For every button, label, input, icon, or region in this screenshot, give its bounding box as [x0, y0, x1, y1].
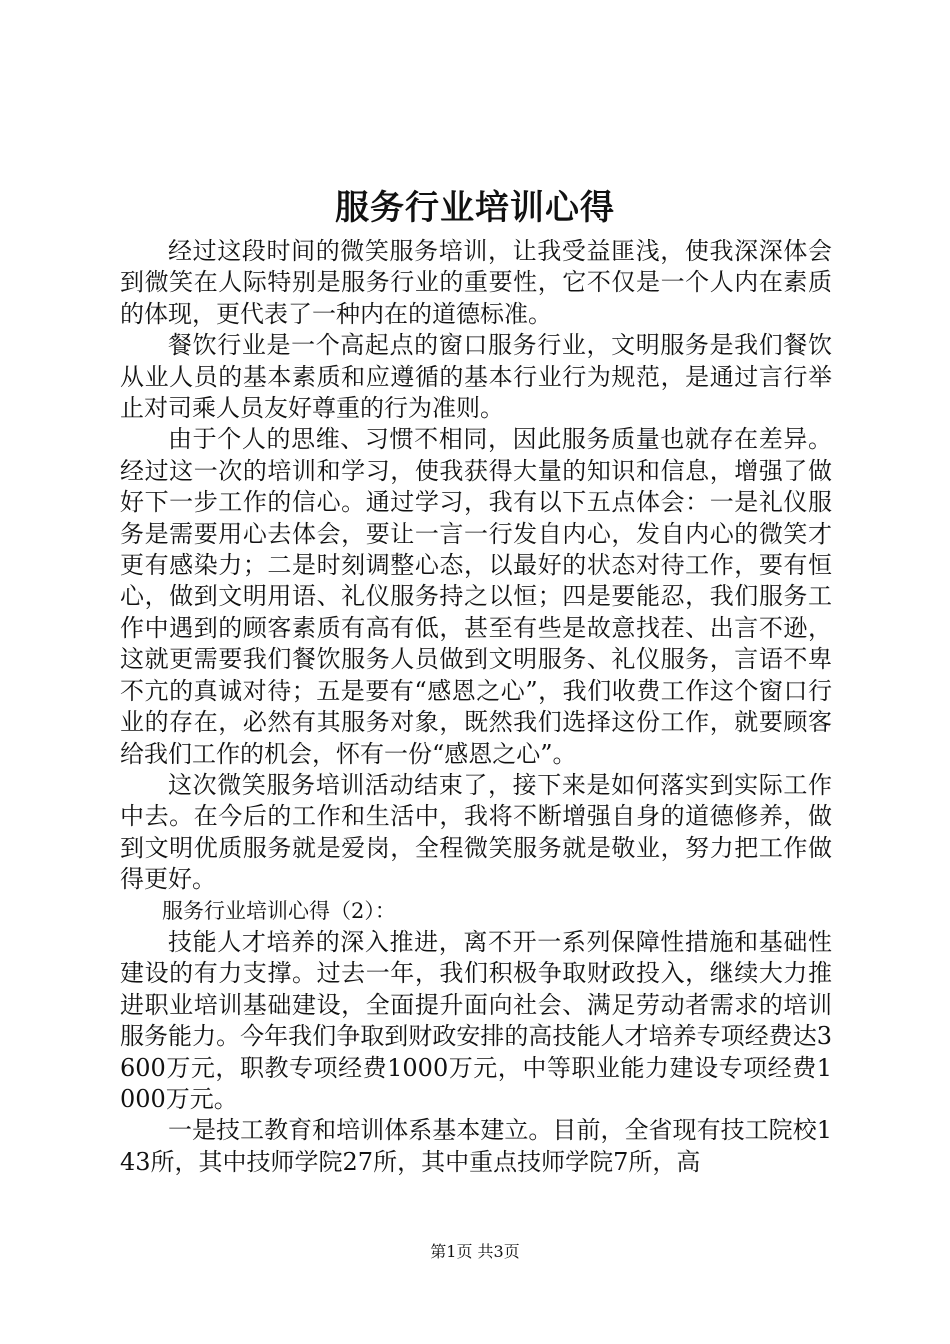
document-body: [120, 236, 832, 1178]
paragraph: 餐饮行业是一个高起点的窗口服务行业，文明服务是我们餐饮从业人员的基本素质和应遵循的基本行业行为规范，是通过言行举止对司乘人员友好尊重的行为准则。: [120, 331, 832, 423]
section-subheading: 服务行业培训心得（2）：: [162, 898, 396, 923]
paragraph: 经过这段时间的微笑服务培训，让我受益匪浅，使我深深体会到微笑在人际特别是服务行业的重要性，它不仅是一个人内在素质的体现，更代表了一种内在的道德标准。: [120, 237, 832, 328]
page-footer: 第1页 共3页: [430, 1242, 520, 1261]
paragraph: 技能人才培养的深入推进，离不开一系列保障性措施和基础性建设的有力支撑。过去一年，我们积极争取财政投入，继续大力推进职业培训基础建设，全面提升面向社会、满足劳动者需求的培训服务能力。今年我们争取到财政安排的高技能人才培养专项经费达3600万元，职教专项经费1000万元，中等职业能力建设专项经费1000万元。: [120, 927, 832, 1113]
paragraph: 一是技工教育和培训体系基本建立。目前，全省现有技工院校143所，其中技师学院27所，其中重点技师学院7所，高: [120, 1116, 832, 1176]
page-title: 服务行业培训心得: [335, 188, 615, 228]
paragraph: 由于个人的思维、习惯不相同，因此服务质量也就存在差异。经过这一次的培训和学习，使我获得大量的知识和信息，增强了做好下一步工作的信心。通过学习，我有以下五点体会：一是礼仪服务是需要用心去体会，要让一言一行发自内心，发自内心的微笑才更有感染力；二是时刻调整心态，以最好的状态对待工作，要有恒心，做到文明用语、礼仪服务持之以恒；四是要能忍，我们服务工作中遇到的顾客素质有高有低，甚至有些是故意找茬、出言不逊，这就更需要我们餐饮服务人员做到文明服务、礼仪服务，言语不卑不亢的真诚对待；五是要有“感恩之心”，我们收费工作这个窗口行业的存在，必然有其服务对象，既然我们选择这份工作，就要顾客给我们工作的机会，怀有一份“感恩之心”。: [120, 425, 832, 768]
paragraph: 这次微笑服务培训活动结束了，接下来是如何落实到实际工作中去。在今后的工作和生活中，我将不断增强自身的道德修养，做到文明优质服务就是爱岗，全程微笑服务就是敬业，努力把工作做得更好。: [120, 770, 832, 894]
